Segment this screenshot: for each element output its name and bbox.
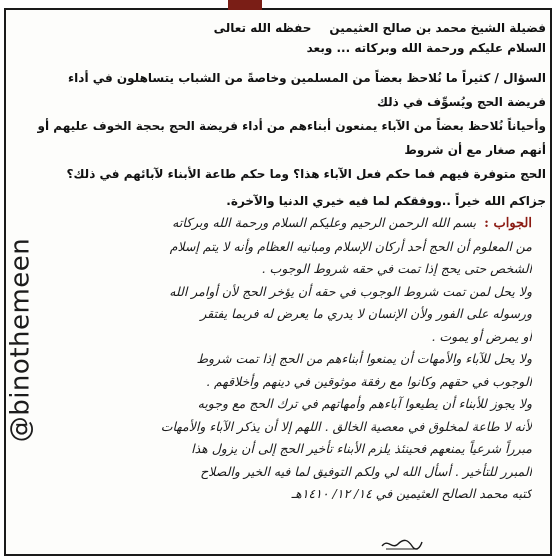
answer-line-4: ولا يحل لمن تمت شروط الوجوب في حقه أن يؤخر الحج لأن أوامر الله <box>169 283 532 299</box>
typed-question-block <box>26 18 546 212</box>
question-line-1: السؤال / كثيراً ما نُلاحظ بعضاً من المسلمين وخاصةً من الشباب يتساهلون في أداء فريضة الحج ويُسوِّف في ذلك <box>68 71 546 109</box>
handwritten-signature <box>380 536 424 552</box>
answer-line-5: ورسوله على الفور ولأن الإنسان لا يدري ما يعرض له فربما يفتقر <box>200 306 532 321</box>
watermark-text: @binothemeen <box>5 237 35 443</box>
question-line-2: وأحياناً نُلاحظ بعضاً من الآباء يمنعون أبناءهم من أداء فريضة الحج بحجة الخوف عليهم أو أنهم صغار مع أن شروط <box>37 119 546 157</box>
answer-line-12: المبرر للتأخير . أسأل الله لي ولكم التوفيق لما فيه الخير والصلاح <box>200 463 532 479</box>
answer-line-8: الوجوب في حقهم وكانوا مع رفقة موثوقين في دينهم وأخلاقهم . <box>206 373 532 389</box>
header-color-tab <box>228 0 262 10</box>
watermark <box>2 237 38 443</box>
answer-line-6: أو يمرض أو يموت . <box>431 328 532 344</box>
addressee-line <box>26 18 546 38</box>
answer-line-10: لأنه لا طاعة لمخلوق في معصية الخالق . اللهم إلا أن يذكر الآباء والأمهات <box>160 418 532 434</box>
answer-line-1 <box>56 212 532 236</box>
question-closing: جزاكم الله خيراً ..ووفقكم لما فيه خيري الدنيا والآخرة. <box>226 194 546 208</box>
handwritten-answer <box>56 212 532 506</box>
answer-line-9: ولا يجوز للأبناء أن يطيعوا آباءهم وأمهاتهم في ترك الحج مع وجوبه <box>197 396 532 411</box>
answer-line-11: مبرراً شرعياً يمنعهم فحينئذ يلزم الأبناء تأخير الحج إلى أن يزول هذا <box>191 441 532 456</box>
question-line-3: الحج متوفرة فيهم فما حكم فعل الآباء هذا؟ وما حكم طاعة الأبناء لآبائهم في ذلك؟ <box>66 167 546 181</box>
answer-heading: الجواب : <box>484 216 532 231</box>
answer-signoff: كتبه محمد الصالح العثيمين في ١٤/ ١٢/ ١٤١٠هـ <box>291 486 532 501</box>
greeting-line: السلام عليكم ورحمة الله وبركاته ... وبعد <box>306 41 546 55</box>
answer-line-7: ولا يحل للآباء والأمهات أن يمنعوا أبناءهم من الحج إذا تمت شروط <box>196 351 532 366</box>
answer-line-2: من المعلوم أن الحج أحد أركان الإسلام ومبانيه العظام وأنه لا يتم إسلام <box>169 238 532 254</box>
answer-line-1-text: بسم الله الرحمن الرحيم وعليكم السلام ورحمة الله وبركاته <box>172 215 477 230</box>
addressee-honorific: حفظه الله تعالى <box>213 21 312 35</box>
addressee-name: فضيلة الشيخ محمد بن صالح العثيمين <box>329 21 546 35</box>
answer-line-3: الشخص حتى يحج إذا تمت في حقه شروط الوجوب . <box>261 261 532 276</box>
